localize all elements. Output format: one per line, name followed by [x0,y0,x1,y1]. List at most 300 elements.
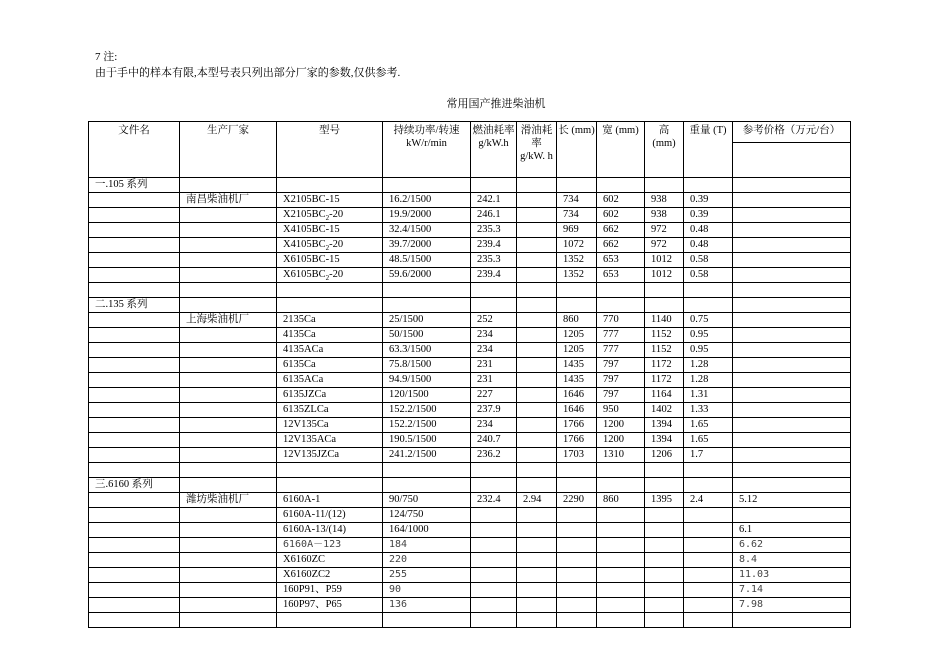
section-name: 二.135 系列 [89,298,180,313]
model-text: 12V135ACa [283,434,337,445]
width-cell: 860 [597,493,645,508]
oil-cell [517,193,557,208]
fuel-cell: 227 [471,388,517,403]
maker-cell [180,508,277,523]
empty-cell [277,283,383,298]
price-cell: 11.03 [733,568,851,583]
width-cell: 797 [597,358,645,373]
model-text: 6135Ca [283,359,316,370]
empty-cell [557,283,597,298]
file-cell [89,268,180,283]
length-cell [557,538,597,553]
width-cell [597,538,645,553]
model-cell [277,403,383,418]
empty-cell [557,298,597,313]
empty-cell [733,613,851,628]
power-cell: 152.2/1500 [383,418,471,433]
price-cell [733,343,851,358]
model-cell [277,583,383,598]
height-cell: 1206 [645,448,684,463]
weight-cell [684,538,733,553]
empty-cell [277,613,383,628]
model-cell [277,523,383,538]
table-row [89,388,851,403]
weight-cell: 0.48 [684,223,733,238]
height-cell [645,598,684,613]
oil-cell [517,403,557,418]
width-cell: 602 [597,193,645,208]
file-cell [89,313,180,328]
weight-cell: 2.4 [684,493,733,508]
file-cell [89,223,180,238]
width-cell [597,583,645,598]
fuel-cell: 236.2 [471,448,517,463]
table-row [89,403,851,418]
model-cell [277,538,383,553]
fuel-cell: 234 [471,418,517,433]
model-cell [277,313,383,328]
empty-cell [383,283,471,298]
engine-table [88,121,851,628]
header-model: 型号 [277,122,383,178]
length-cell: 1766 [557,433,597,448]
width-cell: 950 [597,403,645,418]
oil-cell [517,388,557,403]
file-cell [89,508,180,523]
empty-cell [180,478,277,493]
empty-cell [645,178,684,193]
price-cell [733,193,851,208]
maker-cell [180,598,277,613]
height-cell: 972 [645,223,684,238]
model-text: 4135ACa [283,344,324,355]
empty-cell [517,463,557,478]
model-text: 4135Ca [283,329,316,340]
height-cell [645,568,684,583]
power-cell: 136 [383,598,471,613]
weight-cell [684,568,733,583]
power-cell: 241.2/1500 [383,448,471,463]
empty-cell [277,478,383,493]
empty-cell [517,178,557,193]
note-label: 7 注: [95,51,118,63]
header-power: 持续功率/转速 kW/r/min [383,122,471,178]
fuel-cell: 239.4 [471,238,517,253]
price-cell [733,268,851,283]
table-row [89,538,851,553]
width-cell [597,553,645,568]
file-cell [89,328,180,343]
empty-cell [89,463,180,478]
weight-cell [684,598,733,613]
empty-cell [471,283,517,298]
power-cell: 16.2/1500 [383,193,471,208]
oil-cell [517,568,557,583]
model-text: 12V135JZCa [283,449,339,460]
empty-cell [277,298,383,313]
height-cell: 1172 [645,373,684,388]
empty-cell [684,463,733,478]
height-cell [645,508,684,523]
file-cell [89,538,180,553]
model-cell [277,238,383,253]
fuel-cell: 237.9 [471,403,517,418]
height-cell: 1394 [645,418,684,433]
oil-cell [517,508,557,523]
weight-cell [684,523,733,538]
model-suffix: -20 [329,209,344,220]
maker-cell: 潍坊柴油机厂 [180,493,277,508]
file-cell [89,493,180,508]
width-cell [597,568,645,583]
height-cell [645,538,684,553]
table-row [89,553,851,568]
model-cell [277,448,383,463]
model-cell [277,343,383,358]
model-text: X2105BC-15 [283,194,340,205]
height-cell [645,583,684,598]
length-cell: 860 [557,313,597,328]
file-cell [89,553,180,568]
empty-cell [645,463,684,478]
width-cell [597,598,645,613]
fuel-cell: 235.3 [471,223,517,238]
fuel-cell: 231 [471,373,517,388]
table-row [89,493,851,508]
maker-cell [180,358,277,373]
width-cell: 662 [597,223,645,238]
table-row [89,598,851,613]
width-cell: 662 [597,238,645,253]
header-maker: 生产厂家 [180,122,277,178]
model-cell [277,268,383,283]
model-text: 6135ZLCa [283,404,329,415]
weight-cell: 0.48 [684,238,733,253]
table-row [89,238,851,253]
file-cell [89,343,180,358]
header-length: 长 (mm) [557,122,597,178]
model-text: 6135ACa [283,374,324,385]
empty-cell [180,178,277,193]
file-cell [89,598,180,613]
file-cell [89,193,180,208]
empty-cell [597,178,645,193]
height-cell: 1012 [645,253,684,268]
length-cell: 1703 [557,448,597,463]
file-cell [89,568,180,583]
power-cell: 164/1000 [383,523,471,538]
header-oil: 滑油耗率 g/kW. h [517,122,557,178]
power-cell: 94.9/1500 [383,373,471,388]
model-cell [277,223,383,238]
section-row [89,298,851,313]
empty-cell [557,178,597,193]
weight-cell: 0.75 [684,313,733,328]
table-row [89,508,851,523]
table-row [89,223,851,238]
model-text: 6160A-11/(12) [283,509,346,520]
oil-cell: 2.94 [517,493,557,508]
empty-cell [180,298,277,313]
oil-cell [517,523,557,538]
empty-cell [383,613,471,628]
maker-cell [180,208,277,223]
power-cell: 255 [383,568,471,583]
fuel-cell: 234 [471,343,517,358]
empty-cell [517,478,557,493]
empty-cell [733,283,851,298]
length-cell [557,523,597,538]
price-cell: 8.4 [733,553,851,568]
fuel-cell [471,523,517,538]
width-cell: 1200 [597,433,645,448]
maker-cell [180,568,277,583]
fuel-cell: 246.1 [471,208,517,223]
model-cell [277,508,383,523]
model-text: 2135Ca [283,314,316,325]
height-cell: 1140 [645,313,684,328]
width-cell: 1310 [597,448,645,463]
model-text: 12V135Ca [283,419,329,430]
power-cell: 184 [383,538,471,553]
weight-cell: 0.39 [684,193,733,208]
maker-cell [180,433,277,448]
maker-cell [180,388,277,403]
header-price: 参考价格（万元/台） [733,122,851,143]
power-cell: 59.6/2000 [383,268,471,283]
fuel-cell [471,538,517,553]
weight-cell: 1.7 [684,448,733,463]
blank-row [89,613,851,628]
length-cell: 1435 [557,358,597,373]
section-name: 三.6160 系列 [89,478,180,493]
model-cell [277,208,383,223]
weight-cell: 1.28 [684,358,733,373]
section-name: 一.105 系列 [89,178,180,193]
oil-cell [517,328,557,343]
length-cell: 1205 [557,328,597,343]
empty-cell [733,478,851,493]
width-cell: 777 [597,328,645,343]
weight-cell: 0.58 [684,253,733,268]
fuel-cell: 252 [471,313,517,328]
weight-cell: 1.65 [684,418,733,433]
header-width: 宽 (mm) [597,122,645,178]
weight-cell [684,553,733,568]
empty-cell [684,478,733,493]
power-cell: 25/1500 [383,313,471,328]
power-cell: 48.5/1500 [383,253,471,268]
empty-cell [277,463,383,478]
note-text: 由于手中的样本有限,本型号表只列出部分厂家的参数,仅供参考. [95,67,401,79]
file-cell [89,418,180,433]
blank-row [89,283,851,298]
oil-cell [517,238,557,253]
table-row [89,313,851,328]
length-cell [557,508,597,523]
empty-cell [684,283,733,298]
power-cell: 120/1500 [383,388,471,403]
length-cell: 1646 [557,388,597,403]
width-cell: 770 [597,313,645,328]
price-cell [733,253,851,268]
power-cell: 90/750 [383,493,471,508]
empty-cell [733,463,851,478]
file-cell [89,373,180,388]
maker-cell: 南昌柴油机厂 [180,193,277,208]
price-cell: 5.12 [733,493,851,508]
empty-cell [383,478,471,493]
weight-cell: 1.28 [684,373,733,388]
model-text: X6105BC-15 [283,254,340,265]
height-cell: 1164 [645,388,684,403]
length-cell: 1205 [557,343,597,358]
height-cell: 1394 [645,433,684,448]
width-cell [597,523,645,538]
weight-cell [684,583,733,598]
header-file-name: 文件名 [89,122,180,178]
header-price-blank [733,143,851,178]
empty-cell [517,283,557,298]
length-cell: 1766 [557,418,597,433]
length-cell: 2290 [557,493,597,508]
model-cell [277,418,383,433]
model-subscript: 2 [325,274,330,283]
oil-cell [517,223,557,238]
table-row [89,523,851,538]
model-suffix: -20 [329,269,344,280]
table-row [89,358,851,373]
price-cell [733,508,851,523]
empty-cell [597,613,645,628]
empty-cell [597,478,645,493]
maker-cell: 上海柴油机厂 [180,313,277,328]
maker-cell [180,538,277,553]
model-text: X6105BC [283,269,326,280]
price-cell [733,238,851,253]
empty-cell [180,613,277,628]
table-row [89,418,851,433]
fuel-cell [471,583,517,598]
height-cell: 1172 [645,358,684,373]
model-text: 6135JZCa [283,389,327,400]
table-row [89,568,851,583]
length-cell [557,583,597,598]
empty-cell [597,283,645,298]
weight-cell: 0.95 [684,328,733,343]
empty-cell [733,298,851,313]
power-cell: 19.9/2000 [383,208,471,223]
price-cell [733,388,851,403]
price-cell: 6.1 [733,523,851,538]
weight-cell: 1.33 [684,403,733,418]
file-cell [89,208,180,223]
empty-cell [645,283,684,298]
model-text: 6160A-13/(14) [283,524,346,535]
table-row [89,268,851,283]
length-cell [557,568,597,583]
model-text: X4105BC [283,239,326,250]
power-cell: 75.8/1500 [383,358,471,373]
empty-cell [89,283,180,298]
oil-cell [517,553,557,568]
blank-row [89,463,851,478]
price-cell [733,358,851,373]
empty-cell [471,298,517,313]
weight-cell [684,508,733,523]
price-cell [733,433,851,448]
fuel-cell: 235.3 [471,253,517,268]
empty-cell [471,463,517,478]
model-cell [277,388,383,403]
table-row [89,343,851,358]
empty-cell [89,613,180,628]
weight-cell: 0.39 [684,208,733,223]
fuel-cell: 240.7 [471,433,517,448]
fuel-cell: 231 [471,358,517,373]
price-cell [733,373,851,388]
empty-cell [517,298,557,313]
model-cell [277,193,383,208]
width-cell: 653 [597,253,645,268]
height-cell: 1012 [645,268,684,283]
height-cell: 938 [645,208,684,223]
model-text: 160P91、P59 [283,584,342,595]
table-row [89,193,851,208]
oil-cell [517,313,557,328]
empty-cell [645,478,684,493]
height-cell: 972 [645,238,684,253]
maker-cell [180,253,277,268]
price-cell [733,328,851,343]
height-cell: 1395 [645,493,684,508]
empty-cell [517,613,557,628]
empty-cell [557,613,597,628]
price-cell [733,418,851,433]
maker-cell [180,343,277,358]
model-suffix: -20 [329,239,344,250]
empty-cell [597,298,645,313]
maker-cell [180,328,277,343]
model-cell [277,373,383,388]
empty-cell [471,613,517,628]
oil-cell [517,358,557,373]
model-cell [277,433,383,448]
empty-cell [557,463,597,478]
power-cell: 190.5/1500 [383,433,471,448]
empty-cell [597,463,645,478]
maker-cell [180,553,277,568]
weight-cell: 1.31 [684,388,733,403]
maker-cell [180,418,277,433]
model-subscript: 2 [325,244,330,253]
height-cell [645,553,684,568]
maker-cell [180,583,277,598]
length-cell [557,553,597,568]
price-cell [733,208,851,223]
empty-cell [684,613,733,628]
fuel-cell [471,598,517,613]
power-cell: 152.2/1500 [383,403,471,418]
header-weight: 重量 (T) [684,122,733,178]
file-cell [89,433,180,448]
model-text: 6160A－123 [283,539,342,550]
section-row [89,478,851,493]
width-cell: 777 [597,343,645,358]
oil-cell [517,583,557,598]
weight-cell: 0.95 [684,343,733,358]
empty-cell [471,178,517,193]
